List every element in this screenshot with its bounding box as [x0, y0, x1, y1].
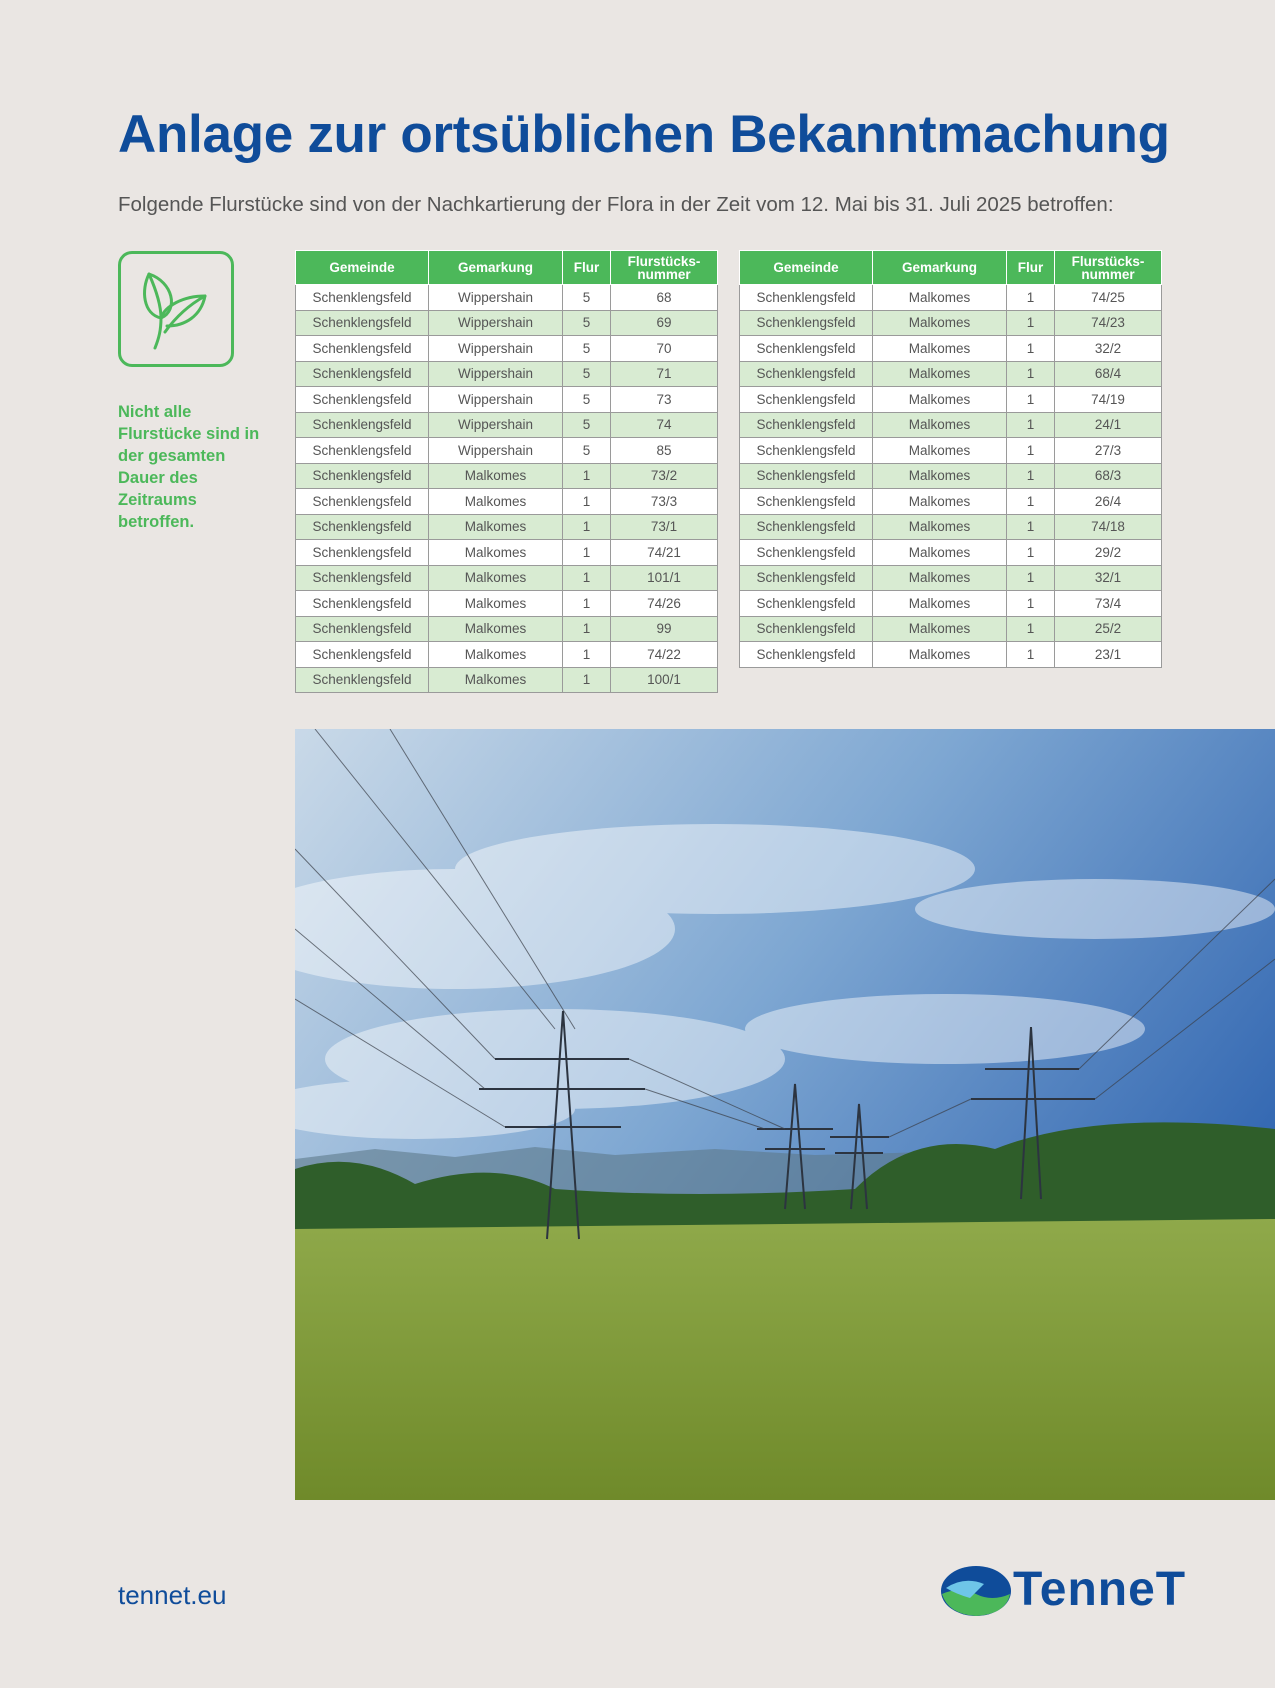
table-row [296, 285, 718, 311]
cell-flurstuecksnummer: 73 [611, 387, 718, 413]
cell-flurstuecksnummer: 74/25 [1055, 285, 1162, 311]
cell-gemarkung: Malkomes [873, 565, 1007, 591]
cell-flurstuecksnummer: 68 [611, 285, 718, 311]
table-header-row [740, 251, 1162, 285]
cell-flur: 1 [1007, 540, 1055, 566]
cell-gemarkung: Malkomes [429, 565, 563, 591]
cell-flurstuecksnummer: 73/2 [611, 463, 718, 489]
cell-flurstuecksnummer: 68/3 [1055, 463, 1162, 489]
cell-gemarkung: Malkomes [429, 540, 563, 566]
cell-flur: 5 [563, 336, 611, 362]
cell-flur: 1 [1007, 336, 1055, 362]
cell-gemeinde: Schenklengsfeld [740, 361, 873, 387]
cell-gemarkung: Malkomes [873, 438, 1007, 464]
table-row [740, 438, 1162, 464]
table-row [296, 514, 718, 540]
header-gemeinde: Gemeinde [740, 251, 873, 285]
cell-flur: 1 [1007, 310, 1055, 336]
cell-flurstuecksnummer: 74/23 [1055, 310, 1162, 336]
footer-url-link[interactable]: tennet.eu [118, 1580, 227, 1610]
cell-gemarkung: Malkomes [873, 642, 1007, 668]
cell-gemarkung: Wippershain [429, 438, 563, 464]
cell-gemeinde: Schenklengsfeld [740, 463, 873, 489]
header-flur: Flur [1007, 251, 1055, 285]
cell-flur: 1 [563, 591, 611, 617]
cell-gemarkung: Malkomes [429, 591, 563, 617]
header-gemarkung: Gemarkung [429, 251, 563, 285]
cell-gemeinde: Schenklengsfeld [296, 514, 429, 540]
cell-flurstuecksnummer: 100/1 [611, 667, 718, 693]
cell-gemarkung: Malkomes [873, 489, 1007, 515]
leaf-icon [139, 270, 213, 350]
table-row [740, 540, 1162, 566]
cell-gemarkung: Malkomes [429, 616, 563, 642]
cell-flurstuecksnummer: 74/22 [611, 642, 718, 668]
cell-flur: 5 [563, 310, 611, 336]
table-row [740, 336, 1162, 362]
cell-gemarkung: Malkomes [873, 540, 1007, 566]
cell-flur: 1 [563, 642, 611, 668]
table-row [296, 463, 718, 489]
cell-gemeinde: Schenklengsfeld [296, 616, 429, 642]
cell-gemarkung: Malkomes [873, 463, 1007, 489]
cell-flurstuecksnummer: 99 [611, 616, 718, 642]
cell-flur: 1 [563, 540, 611, 566]
cell-flurstuecksnummer: 24/1 [1055, 412, 1162, 438]
cell-flur: 1 [1007, 412, 1055, 438]
table-header-row [296, 251, 718, 285]
cell-gemeinde: Schenklengsfeld [296, 591, 429, 617]
cell-gemarkung: Malkomes [429, 489, 563, 515]
cell-gemeinde: Schenklengsfeld [296, 667, 429, 693]
table-row [296, 591, 718, 617]
table-row [740, 387, 1162, 413]
cell-flur: 1 [1007, 514, 1055, 540]
cell-flur: 5 [563, 412, 611, 438]
side-note: Nicht alle Flurstücke sind in der gesamten Dauer des Zeitraums betroffen. [118, 403, 260, 531]
table-row [296, 489, 718, 515]
cell-flurstuecksnummer: 71 [611, 361, 718, 387]
page-title: Anlage zur ortsüblichen Bekanntmachung [118, 105, 1170, 164]
table-row [296, 667, 718, 693]
cell-flurstuecksnummer: 32/2 [1055, 336, 1162, 362]
table-row [740, 642, 1162, 668]
plots-table-right [739, 250, 1162, 668]
cell-gemeinde: Schenklengsfeld [296, 412, 429, 438]
table-row [296, 336, 718, 362]
cell-gemarkung: Malkomes [429, 514, 563, 540]
table-row [740, 489, 1162, 515]
page-subtitle: Folgende Flurstücke sind von der Nachkartierung der Flora in der Zeit vom 12. Mai bis 31. Juli 2025 betroffen: [118, 193, 1114, 216]
cell-gemeinde: Schenklengsfeld [296, 438, 429, 464]
cell-gemeinde: Schenklengsfeld [296, 463, 429, 489]
cell-flurstuecksnummer: 74/26 [611, 591, 718, 617]
cell-flur: 1 [1007, 438, 1055, 464]
cell-gemeinde: Schenklengsfeld [296, 565, 429, 591]
cell-gemeinde: Schenklengsfeld [740, 310, 873, 336]
cell-flurstuecksnummer: 29/2 [1055, 540, 1162, 566]
table-row [296, 361, 718, 387]
cell-flurstuecksnummer: 73/1 [611, 514, 718, 540]
cell-gemeinde: Schenklengsfeld [740, 285, 873, 311]
cell-flurstuecksnummer: 73/3 [611, 489, 718, 515]
cell-gemarkung: Malkomes [429, 642, 563, 668]
cell-gemeinde: Schenklengsfeld [740, 565, 873, 591]
cell-gemeinde: Schenklengsfeld [740, 540, 873, 566]
cell-flur: 1 [1007, 591, 1055, 617]
cell-gemarkung: Wippershain [429, 361, 563, 387]
cell-flur: 1 [563, 463, 611, 489]
cell-flurstuecksnummer: 74/19 [1055, 387, 1162, 413]
header-gemarkung: Gemarkung [873, 251, 1007, 285]
cell-gemeinde: Schenklengsfeld [740, 591, 873, 617]
table-row [740, 412, 1162, 438]
tennet-logo-icon [940, 1564, 1012, 1618]
cell-gemarkung: Malkomes [873, 361, 1007, 387]
table-row [740, 310, 1162, 336]
cell-gemeinde: Schenklengsfeld [296, 642, 429, 668]
cell-flurstuecksnummer: 73/4 [1055, 591, 1162, 617]
cell-flur: 1 [1007, 285, 1055, 311]
plots-table-left [295, 250, 718, 693]
cell-flur: 5 [563, 387, 611, 413]
table-row [740, 285, 1162, 311]
cell-gemarkung: Wippershain [429, 387, 563, 413]
cell-gemarkung: Malkomes [873, 336, 1007, 362]
cell-gemeinde: Schenklengsfeld [296, 336, 429, 362]
table-row [296, 565, 718, 591]
cell-flur: 1 [1007, 361, 1055, 387]
cell-flurstuecksnummer: 26/4 [1055, 489, 1162, 515]
cell-flurstuecksnummer: 74/18 [1055, 514, 1162, 540]
table-row [740, 361, 1162, 387]
cell-gemarkung: Wippershain [429, 336, 563, 362]
cell-gemeinde: Schenklengsfeld [740, 616, 873, 642]
cell-flur: 1 [1007, 642, 1055, 668]
cell-gemarkung: Malkomes [429, 667, 563, 693]
cell-gemarkung: Wippershain [429, 285, 563, 311]
cell-gemeinde: Schenklengsfeld [296, 489, 429, 515]
cell-flur: 5 [563, 361, 611, 387]
header-gemeinde: Gemeinde [296, 251, 429, 285]
cell-flurstuecksnummer: 74/21 [611, 540, 718, 566]
cell-gemarkung: Malkomes [873, 616, 1007, 642]
cell-gemeinde: Schenklengsfeld [740, 387, 873, 413]
cell-flur: 1 [563, 489, 611, 515]
cell-flurstuecksnummer: 85 [611, 438, 718, 464]
cell-flur: 1 [1007, 387, 1055, 413]
cell-flur: 1 [563, 514, 611, 540]
table-row [740, 463, 1162, 489]
cell-gemeinde: Schenklengsfeld [296, 387, 429, 413]
table-row [740, 616, 1162, 642]
table-row [740, 591, 1162, 617]
cell-gemeinde: Schenklengsfeld [296, 310, 429, 336]
table-row [296, 387, 718, 413]
cell-gemarkung: Malkomes [873, 387, 1007, 413]
cell-gemeinde: Schenklengsfeld [740, 412, 873, 438]
logo-wordmark: TenneT [1013, 1563, 1187, 1616]
cell-flur: 5 [563, 285, 611, 311]
cell-flurstuecksnummer: 69 [611, 310, 718, 336]
cell-gemeinde: Schenklengsfeld [740, 642, 873, 668]
cell-flur: 1 [563, 565, 611, 591]
cell-gemarkung: Malkomes [873, 514, 1007, 540]
cell-gemeinde: Schenklengsfeld [296, 361, 429, 387]
table-row [740, 565, 1162, 591]
cell-flurstuecksnummer: 23/1 [1055, 642, 1162, 668]
cell-gemarkung: Malkomes [873, 412, 1007, 438]
cell-gemarkung: Malkomes [873, 285, 1007, 311]
table-row [740, 514, 1162, 540]
table-row [296, 438, 718, 464]
table-row [296, 412, 718, 438]
cell-flur: 1 [1007, 616, 1055, 642]
cell-flur: 1 [1007, 463, 1055, 489]
cell-flurstuecksnummer: 32/1 [1055, 565, 1162, 591]
cell-flurstuecksnummer: 101/1 [611, 565, 718, 591]
cell-gemeinde: Schenklengsfeld [296, 540, 429, 566]
cell-gemeinde: Schenklengsfeld [296, 285, 429, 311]
cell-flurstuecksnummer: 25/2 [1055, 616, 1162, 642]
cell-flurstuecksnummer: 74 [611, 412, 718, 438]
cell-gemarkung: Malkomes [873, 310, 1007, 336]
header-flur: Flur [563, 251, 611, 285]
table-row [296, 310, 718, 336]
cell-gemeinde: Schenklengsfeld [740, 438, 873, 464]
cell-flur: 1 [563, 616, 611, 642]
cell-gemeinde: Schenklengsfeld [740, 514, 873, 540]
power-lines-photo [295, 729, 1275, 1500]
cell-gemeinde: Schenklengsfeld [740, 489, 873, 515]
cell-gemarkung: Malkomes [873, 591, 1007, 617]
cell-gemeinde: Schenklengsfeld [740, 336, 873, 362]
cell-flur: 1 [1007, 565, 1055, 591]
cell-gemarkung: Wippershain [429, 310, 563, 336]
cell-flurstuecksnummer: 70 [611, 336, 718, 362]
cell-flur: 1 [563, 667, 611, 693]
header-flurstuecksnummer: Flurstücks- nummer [1055, 251, 1162, 285]
table-row [296, 616, 718, 642]
table-row [296, 642, 718, 668]
cell-flur: 1 [1007, 489, 1055, 515]
cell-gemarkung: Malkomes [429, 463, 563, 489]
cell-flurstuecksnummer: 27/3 [1055, 438, 1162, 464]
cell-flurstuecksnummer: 68/4 [1055, 361, 1162, 387]
cell-flur: 5 [563, 438, 611, 464]
leaf-icon-box [118, 251, 234, 367]
cell-gemarkung: Wippershain [429, 412, 563, 438]
header-flurstuecksnummer: Flurstücks- nummer [611, 251, 718, 285]
table-row [296, 540, 718, 566]
